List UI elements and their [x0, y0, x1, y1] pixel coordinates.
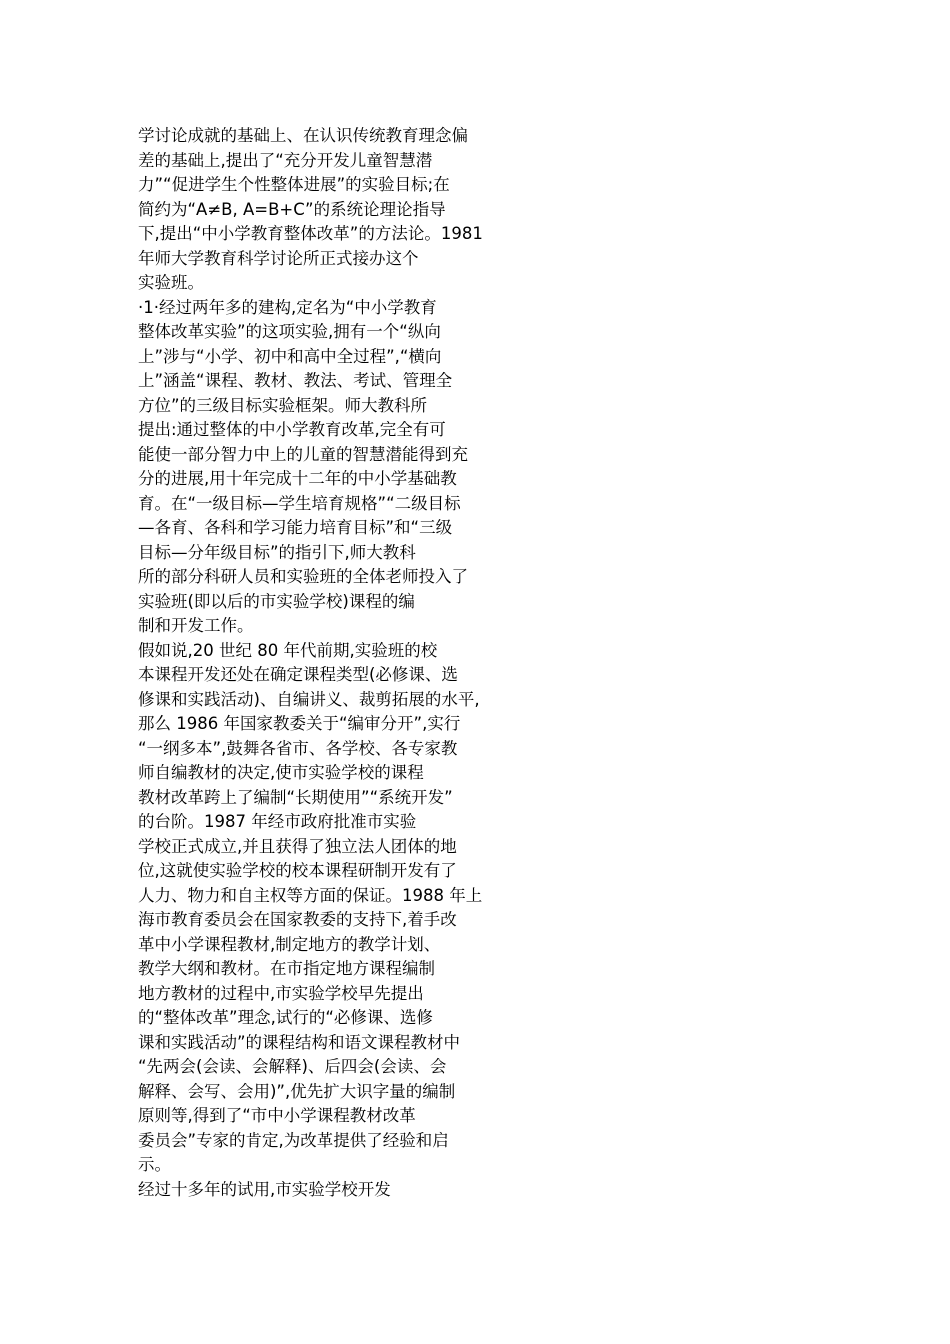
text-line: 育。在“一级目标—学生培育规格”“二级目标 — [138, 493, 461, 513]
text-line: 革中小学课程教材,制定地方的教学计划、 — [138, 934, 441, 954]
text-line: 课和实践活动”的课程结构和语文课程教材中 — [138, 1032, 461, 1052]
text-line: 整体改革实验”的这项实验,拥有一个“纵向 — [138, 322, 441, 341]
text-line: “先两会(会读、会解释)、后四会(会读、会 — [138, 1057, 447, 1076]
text-line: 提出:通过整体的中小学教育改革,完全有可 — [138, 420, 446, 439]
text-line: 那么 1986 年国家教委关于“编审分开”,实行 — [138, 714, 461, 733]
text-line: 上”涵盖“课程、教材、教法、考试、管理全 — [138, 371, 453, 390]
text-line: 假如说,20 世纪 80 年代前期,实验班的校 — [138, 640, 438, 660]
text-line: 示。 — [138, 1155, 171, 1174]
text-line: 解释、会写、会用)”,优先扩大识字量的编制 — [138, 1081, 456, 1101]
text-line: 学校正式成立,并且获得了独立法人团体的地 — [138, 836, 457, 856]
text-line: 的“整体改革”理念,试行的“必修课、选修 — [138, 1008, 433, 1027]
text-line: 所的部分科研人员和实验班的全体老师投入了 — [138, 567, 468, 586]
text-line: 委员会”专家的肯定,为改革提供了经验和启 — [138, 1130, 449, 1150]
text-line: 原则等,得到了“市中小学课程教材改革 — [138, 1106, 416, 1125]
text-line: —各育、各科和学习能力培育目标”和“三级 — [138, 518, 453, 537]
text-line: 目标—分年级目标”的指引下,师大教科 — [138, 542, 416, 562]
body-text — [138, 124, 518, 1202]
text-line: ·1·经过两年多的建构,定名为“中小学教育 — [138, 297, 437, 317]
text-line: 地方教材的过程中,市实验学校早先提出 — [138, 983, 424, 1003]
text-line: 能使一部分智力中上的儿童的智慧潜能得到充 — [138, 444, 468, 464]
text-line: 本课程开发还处在确定课程类型(必修课、选 — [138, 665, 458, 684]
text-line: 的台阶。1987 年经市政府批准市实验 — [138, 812, 417, 831]
text-line: 实验班(即以后的市实验学校)课程的编 — [138, 591, 415, 611]
text-line: “一纲多本”,鼓舞各省市、各学校、各专家教 — [138, 738, 458, 758]
text-line: 教材改革跨上了编制“长期使用”“系统开发” — [138, 787, 453, 807]
text-line: 实验班。 — [138, 273, 204, 292]
text-line: 下,提出“中小学教育整体改革”的方法论。1981 — [138, 224, 483, 243]
text-line: 年师大学教育科学讨论所正式接办这个 — [138, 248, 419, 268]
text-line: 分的进展,用十年完成十二年的中小学基础教 — [138, 469, 457, 488]
text-line: 制和开发工作。 — [138, 616, 254, 635]
text-line: 上”涉与“小学、初中和高中全过程”,“横向 — [138, 346, 442, 366]
text-line: 修课和实践活动)、自编讲义、裁剪拓展的水平, — [138, 689, 480, 709]
text-line: 学讨论成就的基础上、在认识传统教育理念偏 — [138, 126, 468, 145]
text-line: 方位”的三级目标实验框架。师大教科所 — [138, 395, 428, 415]
text-line: 简约为“A≠B, A=B+C”的系统论理论指导 — [138, 199, 446, 219]
text-line: 师自编教材的决定,使市实验学校的课程 — [138, 763, 424, 782]
text-line: 人力、物力和自主权等方面的保证。1988 年上 — [138, 885, 483, 905]
text-line: 差的基础上,提出了“充分开发儿童智慧潜 — [138, 150, 433, 170]
text-line: 教学大纲和教材。在市指定地方课程编制 — [138, 959, 435, 978]
text-line: 位,这就使实验学校的校本课程研制开发有了 — [138, 861, 457, 880]
text-line: 力”“促进学生个性整体进展”的实验目标;在 — [138, 175, 450, 194]
text-line: 经过十多年的试用,市实验学校开发 — [138, 1179, 391, 1199]
text-line: 海市教育委员会在国家教委的支持下,着手改 — [138, 910, 457, 929]
